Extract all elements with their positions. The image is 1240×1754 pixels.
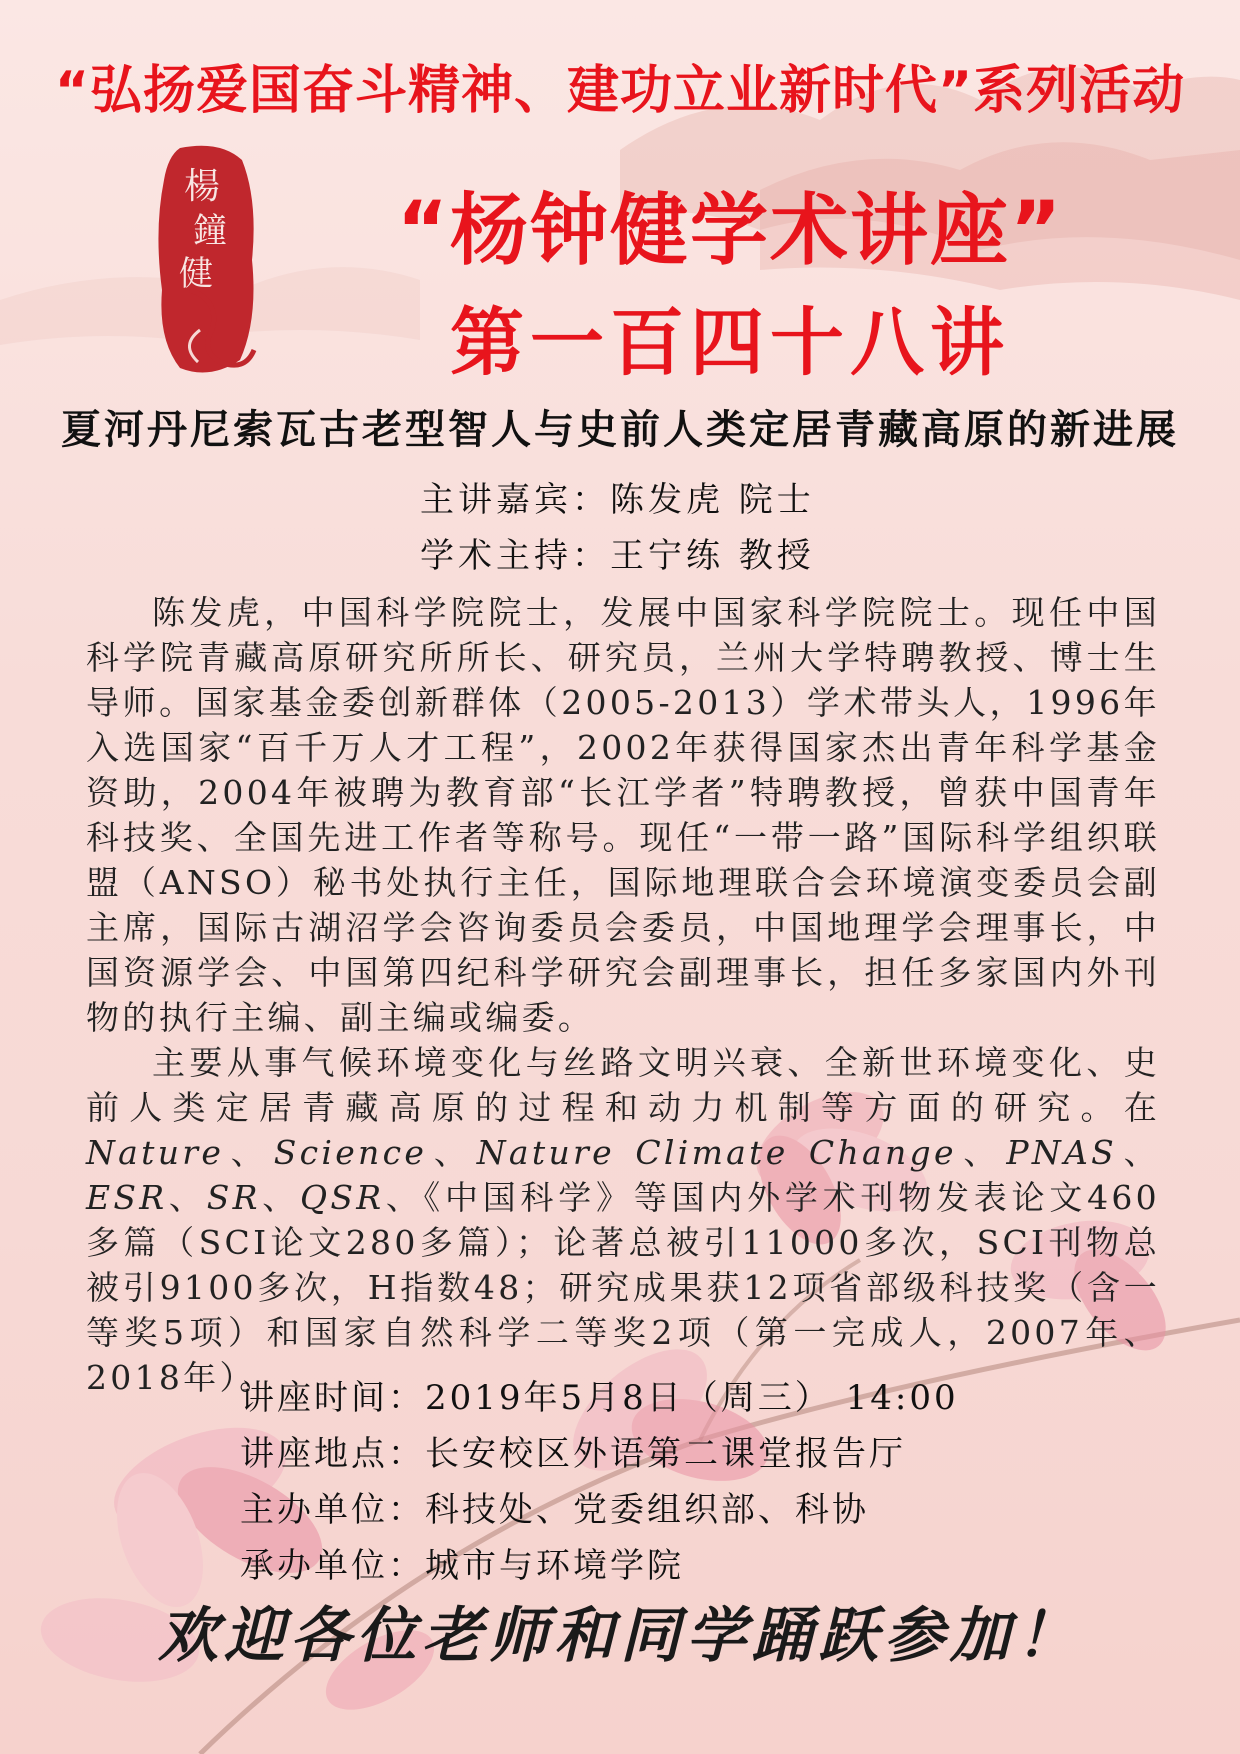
bio-research-paragraph xyxy=(86,1040,1160,1400)
journal-sr: SR xyxy=(206,1178,261,1217)
journal-pnas: PNAS xyxy=(1006,1133,1118,1172)
separator: 、 xyxy=(167,1178,207,1217)
journal-nature-climate-change: Nature Climate Change xyxy=(476,1133,957,1172)
lecture-series-name: “杨钟健学术讲座” xyxy=(396,186,1064,276)
journal-science: Science xyxy=(273,1133,428,1172)
welcome-message: 欢迎各位老师和同学踊跃参加！ xyxy=(158,1601,1082,1671)
svg-text:鐘: 鐘 xyxy=(193,211,227,251)
speaker-line: 主讲嘉宾：陈发虎 院士 xyxy=(420,480,815,520)
yang-zhongjian-seal-logo xyxy=(150,140,260,380)
svg-text:健: 健 xyxy=(179,254,213,294)
series-title: “弘扬爱国奋斗精神、建功立业新时代”系列活动 xyxy=(54,61,1186,121)
separator: 、 xyxy=(956,1133,1007,1172)
bio-intro-paragraph: 陈发虎，中国科学院院士，发展中国家科学院院士。现任中国科学院青藏高原研究所所长、研究员，兰州大学特聘教授、博士生导师。国家基金委创新群体（2005-2013）学术带头人，1996年入选国家“百千万人才工程”，2002年获得国家杰出青年科学基金资助，2004年被聘为教育部“长江学者”特聘教授，曾获中国青年科技奖、全国先进工作者等称号。现任“一带一路”国际科学组织联盟（ANSO）秘书处执行主任，国际地理联合会环境演变委员会副主席，国际古湖沼学会咨询委员会委员，中国地理学会理事长，中国资源学会、中国第四纪科学研究会副理事长，担任多家国内外刊物的执行主编、副主编或编委。 xyxy=(86,593,1160,1037)
separator: 、 xyxy=(224,1133,274,1172)
lecture-place: 讲座地点：长安校区外语第二课堂报告厅 xyxy=(240,1434,906,1474)
organizer: 主办单位：科技处、党委组织部、科协 xyxy=(240,1490,869,1530)
separator: 、 xyxy=(1117,1133,1160,1172)
research-text-b: 、《中国科学》等国内外学术刊物发表论文460多篇（SCI论文280多篇）；论著总被引11000多次，SCI刊物总被引9100多次，H指数48；研究成果获12项省部级科技奖（含一等奖5项）和国家自然科学二等奖2项（第一完成人，2007年、2018年）。 xyxy=(86,1178,1160,1397)
svg-text:楊: 楊 xyxy=(183,166,221,207)
lecture-topic: 夏河丹尼索瓦古老型智人与史前人类定居青藏高原的新进展 xyxy=(61,406,1179,453)
journal-qsr: QSR xyxy=(300,1178,385,1217)
host-line: 学术主持：王宁练 教授 xyxy=(420,536,815,576)
lecture-time: 讲座时间：2019年5月8日（周三） 14:00 xyxy=(240,1378,959,1418)
research-text-a: 主要从事气候环境变化与丝路文明兴衰、全新世环境变化、史前人类定居青藏高原的过程和动力机制等方面的研究。在 xyxy=(86,1043,1160,1127)
journal-nature: Nature xyxy=(86,1133,225,1172)
undertaker: 承办单位：城市与环境学院 xyxy=(240,1546,684,1586)
speaker-biography xyxy=(86,590,1160,1400)
journal-esr: ESR xyxy=(86,1178,168,1217)
separator: 、 xyxy=(260,1178,301,1217)
separator: 、 xyxy=(427,1133,477,1172)
lecture-number: 第一百四十八讲 xyxy=(450,300,1010,386)
